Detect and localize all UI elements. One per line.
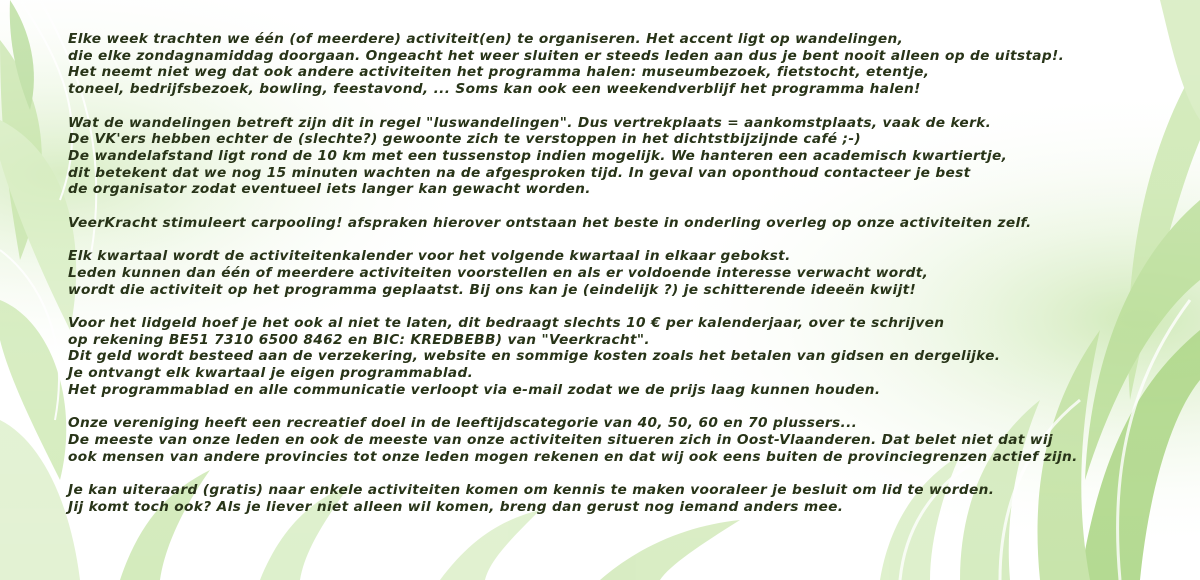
text-line: De VK'ers hebben echter de (slechte?) gewoonte zich te verstoppen in het dichtstbijzijnde café ;-)	[68, 131, 861, 148]
text-line: Het neemt niet weg dat ook andere activiteiten het programma halen: museumbezoek, fietstocht, etentje,	[68, 64, 930, 81]
text-line: de organisator zodat eventueel iets langer kan gewacht worden.	[68, 181, 591, 198]
paragraph-membership-fee	[68, 315, 1178, 399]
text-line: Elk kwartaal wordt de activiteitenkalender voor het volgende kwartaal in elkaar gebokst.	[68, 248, 791, 265]
text-line: Dit geld wordt besteed aan de verzekering, website en sommige kosten zoals het betalen van gidsen en dergelijke.	[68, 348, 1001, 365]
text-line: Elke week trachten we één (of meerdere) activiteit(en) te organiseren. Het accent ligt op wandelingen,	[68, 31, 904, 47]
paragraph-carpooling	[68, 215, 1178, 232]
paragraph-calendar	[68, 248, 1178, 298]
text-line: Voor het lidgeld hoef je het ook al niet te laten, dit bedraagt slechts 10 € per kalenderjaar, over te schrijven	[68, 314, 945, 331]
text-line: Jij komt toch ook? Als je liever niet alleen wil komen, breng dan gerust nog iemand anders mee.	[68, 498, 844, 515]
text-line: op rekening BE51 7310 6500 8462 en BIC: KREDBEBB) van "Veerkracht".	[68, 331, 650, 348]
text-line: Leden kunnen dan één of meerdere activiteiten voorstellen en als er voldoende interesse verwacht wordt,	[68, 264, 929, 281]
text-line: VeerKracht stimuleert carpooling! afspraken hierover ontstaan het beste in onderling overleg op onze activiteiten zelf.	[68, 214, 1032, 231]
text-line: De wandelafstand ligt rond de 10 km met een tussenstop indien mogelijk. We hanteren een academisch kwartiertje,	[68, 147, 1008, 164]
text-line: toneel, bedrijfsbezoek, bowling, feestavond, ... Soms kan ook een weekendverblijf het programma halen!	[68, 81, 921, 98]
paragraph-invitation	[68, 482, 1178, 515]
text-line: die elke zondagnamiddag doorgaan. Ongeacht het weer sluiten er steeds leden aan dus je bent nooit alleen op de uitstap!.	[68, 47, 1065, 64]
paragraph-walks	[68, 115, 1178, 199]
text-line: Wat de wandelingen betreft zijn dit in regel "luswandelingen". Dus vertrekplaats = aankomstplaats, vaak de kerk.	[68, 114, 992, 131]
paragraph-association	[68, 415, 1178, 465]
paragraph-activities	[68, 31, 1178, 98]
text-line: Onze vereniging heeft een recreatief doel in de leeftijdscategorie van 40, 50, 60 en 70 plussers...	[68, 415, 858, 432]
text-line: wordt die activiteit op het programma geplaatst. Bij ons kan je (eindelijk ?) je schitterende ideeën kwijt!	[68, 281, 917, 298]
intro-text	[68, 31, 1178, 532]
text-line: De meeste van onze leden en ook de meeste van onze activiteiten situeren zich in Oost-Vlaanderen. Dat belet niet dat wij	[68, 431, 1053, 448]
text-line: ook mensen van andere provincies tot onze leden mogen rekenen en dat wij ook eens buiten de provinciegrenzen actief zijn.	[68, 448, 1078, 465]
text-line: Je kan uiteraard (gratis) naar enkele activiteiten komen om kennis te maken vooraleer je besluit om lid te worden.	[68, 481, 995, 498]
text-line: dit betekent dat we nog 15 minuten wachten na de afgesproken tijd. In geval van oponthoud contacteer je best	[68, 164, 971, 181]
text-line: Je ontvangt elk kwartaal je eigen programmablad.	[68, 365, 474, 381]
text-line: Het programmablad en alle communicatie verloopt via e-mail zodat we de prijs laag kunnen houden.	[68, 381, 881, 398]
